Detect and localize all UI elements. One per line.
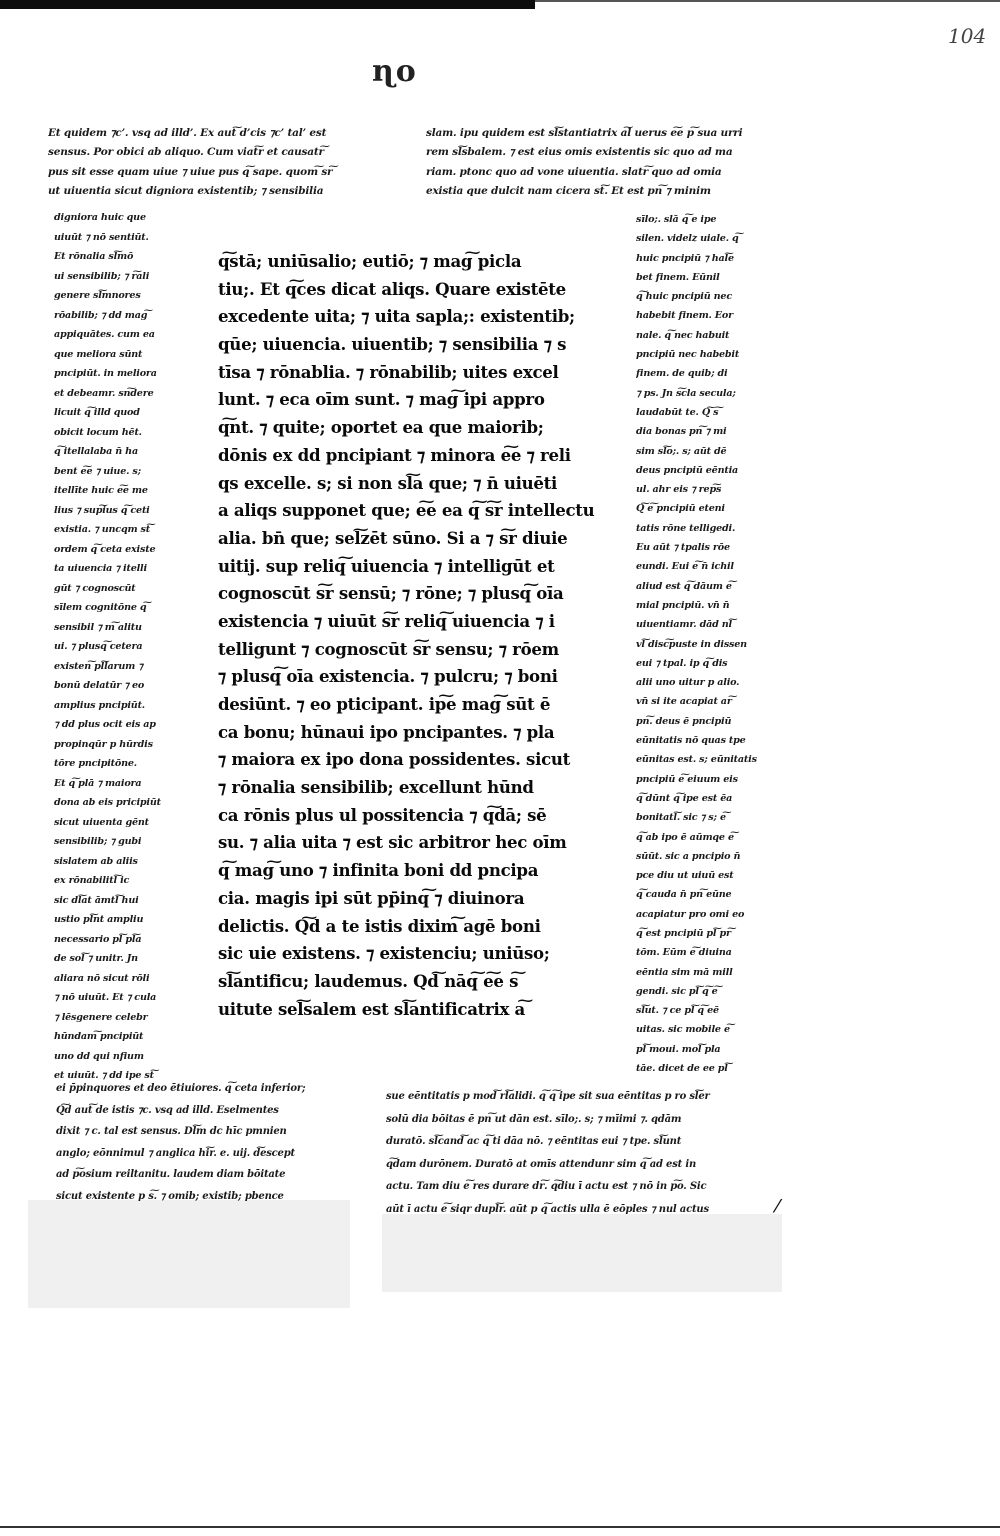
right-margin-line: laudabūt te. Q͠ s͠: [636, 406, 719, 418]
left-margin-gloss: [54, 208, 188, 1086]
right-margin-line: habebit finem. Eor: [636, 310, 733, 322]
right-margin-line: eēntia sim mā mill: [636, 966, 733, 978]
top-gloss-right: [426, 124, 771, 202]
right-margin-line: uiuentiamr. dād nl͠: [636, 619, 732, 631]
right-margin-line: q͠ est pncipiū pl͠ pr͠: [636, 927, 731, 939]
left-margin-line: ui. ⁊ plusq͠ cetera: [54, 641, 143, 652]
main-text-line: q͠nt. ⁊ quite; oportet ea que maiorib;: [218, 417, 544, 438]
right-margin-line: gendi. sic pl͠ q͠ e͠: [636, 985, 718, 997]
main-text-line: cognoscūt s͠r sensū; ⁊ rōne; ⁊ plusq͠ oīa: [218, 583, 564, 604]
left-margin-line: licuit q͠ illd quod: [54, 407, 140, 418]
bottom-gloss-right: [386, 1086, 770, 1222]
left-margin-line: gūt ⁊ cognoscūt: [54, 582, 136, 594]
left-margin-line: lius ⁊ sup͠ius q͠ ceti: [54, 504, 150, 516]
left-margin-line: pncipiūt. in meliora: [54, 368, 157, 379]
right-margin-line: sim sl͠o;. s; aūt dē: [636, 445, 727, 457]
right-margin-line: q͠ dūnt q͠ ipe est ēa: [636, 792, 733, 804]
left-margin-line: de sol͠ ⁊ unitr. Jn: [54, 953, 138, 964]
right-margin-line: eūnitatis nō quas tpe: [636, 735, 746, 747]
left-margin-line: sensibil ⁊ m͠ alitu: [54, 621, 142, 633]
folio-number: 104: [948, 24, 987, 48]
right-margin-line: bonitatl͠. sic ⁊ s; e͠: [636, 812, 726, 824]
left-margin-line: et uiuūt. ⁊ dd ipe st͠: [54, 1070, 154, 1081]
left-margin-line: aliara nō sicut rōli: [54, 972, 150, 984]
bottom-gloss-line: sicut existente p s͠. ⁊ omib; existib; pbence: [56, 1190, 284, 1202]
left-margin-line: necessario pl͠ pl͠a: [54, 933, 142, 945]
right-margin-line: eui ⁊ tpal. ip q͠ dis: [636, 657, 728, 669]
main-text-line: telligunt ⁊ cognoscūt s͠r sensu; ⁊ rōem: [218, 638, 559, 659]
right-margin-line: Q͠ e͠ pncipiū eteni: [636, 503, 725, 515]
bottom-gloss-line: aūt ī actu e͠ siqr dupl͠r. aūt p q͠ actis ulla ē eōples ⁊ nul actus: [386, 1203, 709, 1215]
right-margin-line: tōm. Eūm e͠ diuina: [636, 947, 732, 959]
end-mark: ⁄: [776, 1196, 780, 1217]
right-margin-line: silen. videlz uiale. q͠: [636, 233, 739, 245]
left-margin-line: et debeamr. sn͠dere: [54, 387, 154, 399]
left-margin-line: bent e͠e ⁊ uiue. s;: [54, 465, 141, 477]
right-margin-line: ⁊ ps. Jn s͠cla secula;: [636, 387, 736, 399]
right-margin-line: tatis rōne telligedi.: [636, 522, 736, 534]
left-margin-line: ⁊ nō uiuūt. Et ⁊ cula: [54, 992, 157, 1003]
left-margin-line: q͠ itellalaba n̄ ha: [54, 446, 138, 457]
left-margin-line: ⁊ dd plus ocit eis ap: [54, 719, 156, 730]
left-margin-line: rōabilib; ⁊ dd mag͠: [54, 309, 148, 321]
right-margin-line: Eu aūt ⁊ tpalis rōe: [636, 542, 730, 554]
left-margin-line: sīlem cognitōne q͠: [54, 602, 147, 613]
right-margin-line: dia bonas pn͠ ⁊ mi: [636, 426, 727, 438]
top-gloss-line: slam. ipu quidem est sl͠stantiatrix a͠l uerus e͠e p͠ sua urri: [426, 127, 743, 139]
left-margin-line: uiuūt ⁊ nō sentiūt.: [54, 231, 149, 243]
right-margin-line: pce diu ut uiuū est: [636, 870, 734, 882]
top-gloss-line: sensus. Por obici ab aliquo. Cum viat͠r et causatr͠: [48, 146, 324, 159]
top-gloss-line: ut uiuentia sicut digniora existentib; ⁊ sensibilia: [48, 185, 324, 198]
left-margin-line: ordem q͠ ceta existe: [54, 543, 156, 555]
right-margin-line: pn͠. deus ē pncipiū: [636, 715, 732, 727]
top-gloss-line: existia que dulcit nam cicera st͠. Et est pn͠ ⁊ minim: [426, 185, 711, 198]
left-margin-line: existia. ⁊ uncqm st͠: [54, 524, 150, 535]
right-margin-line: tāe. dicet de ee pl͠: [636, 1063, 728, 1075]
main-text-line: lunt. ⁊ eca oīm sunt. ⁊ mag͠ ipi appro: [218, 389, 545, 410]
main-text-line: qūe; uiuencia. uiuentib; ⁊ sensibilia ⁊ s: [218, 334, 567, 355]
main-text-line: uitute sel͠salem est sl͠antificatrix a͠: [218, 998, 525, 1019]
main-text-line: sic uie existens. ⁊ existenciu; uniūso;: [218, 943, 550, 964]
running-head: ɳo: [372, 54, 418, 89]
main-text-line: uitij. sup reliq͠ uiuencia ⁊ intelligūt et: [218, 555, 555, 576]
right-margin-line: pncipiū nec habebit: [636, 349, 740, 361]
right-margin-line: huic pncipiū ⁊ hal͠e: [636, 252, 734, 264]
right-margin-line: q͠ huic pncipiū nec: [636, 291, 732, 303]
top-gloss-line: Et quidem ⁊c’. vsq ad illd’. Ex aut͠ d’cis ⁊c’ tal’ est: [48, 127, 327, 139]
left-margin-line: ta uiuencia ⁊ itelli: [54, 563, 147, 574]
main-text-line: ⁊ rōnalia sensibilib; excellunt hūnd: [218, 777, 534, 798]
right-margin-line: sīlo;. slā q͠ e ipe: [636, 214, 717, 225]
right-margin-line: uitas. sic mobile e͠: [636, 1024, 730, 1036]
bottom-gloss-left: [56, 1078, 356, 1208]
top-gloss-line: riam. ptonc quo ad vone uiuentia. slatr͠ quo ad omia: [426, 165, 722, 178]
main-text-line: existencia ⁊ uiuūt s͠r reliq͠ uiuencia ⁊ i: [218, 610, 555, 631]
main-text-line: delictis. Q͠d a te istis dixim͠ agē boni: [218, 915, 541, 936]
bleed-through-right: [382, 1214, 782, 1292]
left-margin-line: digniora huic que: [54, 212, 146, 223]
right-margin-line: q͠ cauda n̄ pn͠ eūne: [636, 889, 732, 901]
main-text-line: dōnis ex dd pncipiant ⁊ minora e͠e ⁊ reli: [218, 444, 571, 465]
main-text-line: cia. magis ipi sūt pp̄inq͠ ⁊ diuinora: [218, 887, 525, 908]
left-margin-line: appiquātes. cum ea: [54, 329, 155, 340]
top-gloss-left: [48, 124, 398, 202]
bleed-through-left: [28, 1200, 350, 1308]
left-margin-line: sensibilib; ⁊ gubi: [54, 836, 142, 847]
bottom-gloss-line: q͠dam durōnem. Duratō at omīs attendunr sim q͠ ad est in: [386, 1158, 697, 1170]
main-text-line: ca rōnis plus ul possitencia ⁊ q͠dā; sē: [218, 804, 547, 825]
right-margin-line: pncipiū e͠ eiuum eis: [636, 773, 738, 785]
left-margin-line: Et q͠ plā ⁊ maiora: [54, 777, 142, 789]
main-text-line: excedente uita; ⁊ uita sapla;: existentib;: [218, 306, 575, 327]
right-margin-gloss: [636, 210, 796, 1078]
top-gloss-line: pus sit esse quam uiue ⁊ uiue pus q͠ sape. quom͠ sr͠: [48, 165, 333, 178]
main-text-line: q͠ mag͠ uno ⁊ infinita boni dd pncipa: [218, 860, 539, 881]
left-margin-line: tōre pncipitōne.: [54, 758, 137, 769]
bottom-edge-line: [0, 1526, 1000, 1528]
left-margin-line: itellīte huic e͠e me: [54, 485, 148, 496]
right-margin-line: vn̄ si ite acapiat ar͠: [636, 696, 732, 708]
left-margin-line: hūndam͠ pncipiūt: [54, 1031, 144, 1042]
right-margin-line: nale. q͠ nec habuit: [636, 329, 730, 341]
left-margin-line: sislatem ab aliis: [54, 855, 138, 867]
right-margin-line: mial pncipiū. vn̄ n̄: [636, 599, 730, 611]
bottom-gloss-line: anglo; eōnnimul ⁊ anglica hi͠r. e. uij. d͠escept: [56, 1147, 295, 1159]
right-margin-line: vl͠ disc͠puste in dissen: [636, 638, 747, 650]
left-margin-line: sic dl͠at āmtl͠ hui: [54, 894, 139, 906]
bottom-gloss-line: solū dia bōitas ē pn͠ ut dān est. sīlo;. s; ⁊ mīimi ⁊. qdām: [386, 1113, 682, 1125]
right-margin-line: eundi. Eui e͠ n̄ ichil: [636, 561, 734, 573]
left-margin-line: Et rōnalia sl͠mō: [54, 251, 134, 262]
main-text-line: qs excelle. s; si non sl͠a que; ⁊ n̄ uiuēti: [218, 472, 558, 493]
left-margin-line: amplius pncipiūt.: [54, 699, 145, 711]
right-margin-line: finem. de quib; di: [636, 368, 728, 380]
main-text-line: tiu;. Et q͠ces dicat aliqs. Quare existēte: [218, 278, 566, 299]
bottom-gloss-line: actu. Tam diu e͠ res durare dr͠. q͠diu ī actu est ⁊ nō in p͠o. Sic: [386, 1181, 707, 1193]
right-margin-line: sūūt. sic a pncipio n̄: [636, 850, 741, 862]
left-margin-line: obicit locum hēt.: [54, 426, 142, 438]
right-margin-line: ul. ahr eis ⁊ rep͠s: [636, 484, 722, 496]
main-text-line: q͠stā; uniūsalio; eutiō; ⁊ mag͠ picla: [218, 251, 522, 271]
left-margin-line: bonū delatūr ⁊ eo: [54, 680, 145, 691]
right-margin-line: aliud est q͠ dāum e͠: [636, 580, 732, 592]
bottom-gloss-line: duratō. sl͠cand͠ ac q͠ ti dāa nō. ⁊ eēntitas eui ⁊ tpe. sl͠unt: [386, 1136, 682, 1148]
bottom-gloss-line: dixit ⁊ c. tal est sensus. Dl͠m dc hīc pmnien: [56, 1126, 287, 1138]
left-margin-line: dona ab eis pricipiūt: [54, 797, 161, 808]
bottom-gloss-line: sue eēntitatis p mod͠ rl͠alidi. q͠ q͠ ipe sit sua eēntitas p ro sl͠er: [386, 1091, 710, 1102]
main-text-line: sl͠antificu; laudemus. Qd͠ nāq͠ e͠e s͠: [218, 970, 519, 991]
left-margin-line: ustio pl͠nt ampliu: [54, 914, 144, 925]
right-margin-line: q͠ ab ipo ē aūmqe e͠: [636, 831, 734, 843]
right-margin-line: bet finem. Eūnil: [636, 271, 720, 283]
main-text-line: su. ⁊ alia uita ⁊ est sic arbitror hec oīm: [218, 832, 567, 853]
main-text-line: alia. bn̄ que; sel͠zēt sūno. Si a ⁊ s͠r diuie: [218, 527, 568, 548]
left-margin-line: ex rōnabilitl͠ ic: [54, 875, 130, 886]
main-text-line: a aliqs supponet que; e͠e ea q͠ s͠r intellectu: [218, 500, 595, 521]
right-margin-line: deus pncipiū eēntia: [636, 464, 739, 476]
right-margin-line: eūnitas est. s; eūnitatis: [636, 754, 757, 766]
left-margin-line: que meliora sūnt: [54, 348, 143, 360]
bottom-gloss-line: ei p̄pinquores et deo ētiuiores. q͠ ceta inferior;: [56, 1083, 306, 1094]
bottom-gloss-line: ad p͠osium reiltanitu. laudem diam bōitate: [56, 1169, 286, 1181]
right-margin-line: sl͠ut. ⁊ ce pl͠ q͠ eē: [636, 1005, 719, 1017]
bottom-gloss-line: Q͠d aut͠ de istis ⁊c. vsq ad illd. Eselmentes: [56, 1104, 279, 1116]
top-black-edge: [0, 0, 535, 9]
left-margin-line: ui sensibilib; ⁊ r͠ali: [54, 270, 150, 282]
left-margin-line: uno dd qui nfium: [54, 1050, 144, 1062]
main-text-line: ca bonu; hūnaui ipo pncipantes. ⁊ pla: [218, 721, 555, 742]
top-gloss-line: rem sl͠sbalem. ⁊ est eius omis existentis sic quo ad ma: [426, 146, 733, 159]
left-margin-line: sicut uiuenta gēnt: [54, 816, 149, 828]
left-margin-line: propinqūr p hūrdis: [54, 738, 153, 750]
right-margin-line: alii uno uitur p alio.: [636, 677, 740, 689]
main-text-block: [218, 248, 610, 1023]
main-text-line: ⁊ maiora ex ipo dona possidentes. sicut: [218, 749, 571, 770]
right-margin-line: acapiatur pro omi eo: [636, 908, 745, 920]
right-margin-line: pl͠ moui. mol͠ pla: [636, 1043, 721, 1055]
main-text-line: tīsa ⁊ rōnablia. ⁊ rōnabilib; uites excel: [218, 361, 559, 382]
top-edge-line: [535, 0, 1000, 2]
left-margin-line: ⁊ lēsgenere celebr: [54, 1011, 148, 1023]
left-margin-line: existen͠ pl͠larum ⁊: [54, 660, 143, 672]
left-margin-line: genere sl͠mnores: [54, 290, 141, 301]
main-text-line: ⁊ plusq͠ oīa existencia. ⁊ pulcru; ⁊ boni: [218, 666, 558, 687]
main-text-line: desiūnt. ⁊ eo pticipant. ip͠e mag͠ sūt ē: [218, 694, 551, 714]
